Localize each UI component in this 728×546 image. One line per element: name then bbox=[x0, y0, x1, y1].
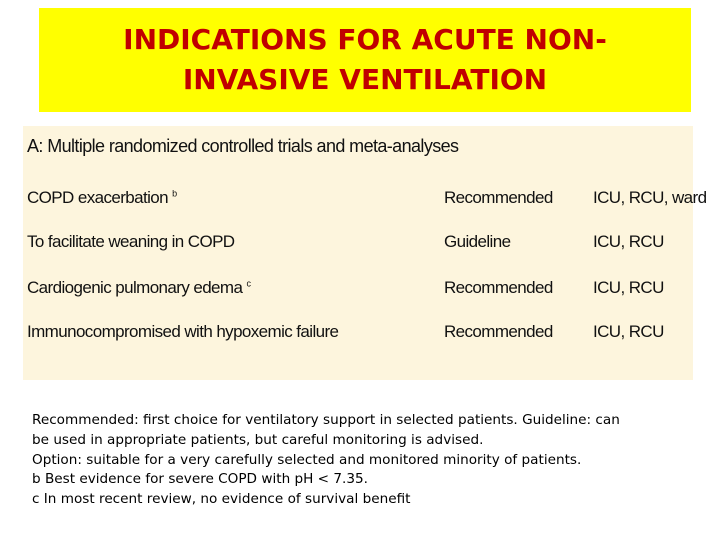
title-line-2: INVASIVE VENTILATION bbox=[182, 63, 548, 96]
location-cell: ICU, RCU, ward bbox=[593, 188, 707, 207]
location-cell: ICU, RCU bbox=[593, 232, 664, 251]
footnote-marker: b bbox=[172, 188, 177, 199]
table-row bbox=[23, 232, 693, 262]
title-banner bbox=[39, 8, 691, 112]
footnote-line: Recommended: first choice for ventilatory support in selected patients. Guideline: can bbox=[32, 412, 620, 428]
indication-cell: Immunocompromised with hypoxemic failure bbox=[27, 322, 339, 341]
location-cell: ICU, RCU bbox=[593, 322, 664, 341]
footnote-marker: c bbox=[246, 278, 251, 289]
table-row bbox=[23, 278, 693, 308]
recommendation-cell: Recommended bbox=[444, 322, 553, 341]
table-row bbox=[23, 188, 707, 218]
footnote-line: be used in appropriate patients, but careful monitoring is advised. bbox=[32, 431, 484, 448]
location-cell: ICU, RCU bbox=[593, 278, 664, 297]
recommendation-cell: Recommended bbox=[444, 278, 553, 297]
recommendation-cell: Guideline bbox=[444, 232, 511, 251]
section-heading: A: Multiple randomized controlled trials and meta-analyses bbox=[27, 136, 459, 156]
indications-table bbox=[23, 126, 707, 380]
indication-cell: To facilitate weaning in COPD bbox=[27, 232, 235, 251]
footnote-line: c In most recent review, no evidence of survival benefit bbox=[32, 491, 411, 508]
title-line-1: INDICATIONS FOR ACUTE NON- bbox=[123, 23, 607, 56]
indication-cell: COPD exacerbation $^b$ bbox=[27, 188, 177, 207]
recommendation-cell: Recommended bbox=[444, 188, 553, 207]
footnote-line: Option: suitable for a very carefully selected and monitored minority of patients. bbox=[32, 451, 582, 468]
table-row bbox=[23, 322, 693, 352]
indication-cell: Cardiogenic pulmonary edema $^c$ bbox=[27, 278, 251, 297]
section-heading-row bbox=[23, 136, 693, 166]
footnotes bbox=[32, 411, 712, 510]
footnote-line: b Best evidence for severe COPD with pH < 7.35. bbox=[32, 471, 368, 488]
slide-title bbox=[85, 20, 645, 100]
